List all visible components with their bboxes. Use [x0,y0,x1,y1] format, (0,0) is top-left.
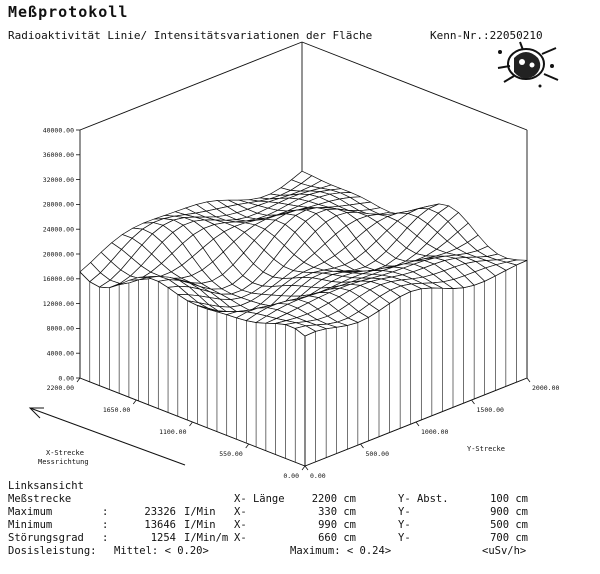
x-tick-label: 1650.00 [102,406,131,414]
x-tick [302,466,305,470]
id-number-label: Kenn-Nr.: [430,29,490,42]
x-tick [190,422,193,426]
y-tick-label: 1000.00 [421,428,449,436]
view-label: Linksansicht [8,480,84,492]
z-axis-ticks [43,126,80,382]
row-messstrecke: Meßstrecke X- Länge 2200 cm Y- Abst. 100 cm [8,493,528,505]
y-tick [361,444,364,448]
row-stoerungsgrad: Störungsgrad : 1254 I/Min/m X- 660 cm Y- 700 cm [8,532,528,544]
x-axis-label-2: Messrichtung [38,458,89,466]
x-tick-label: 2200.00 [46,384,74,392]
z-tick-label: 20000.00 [42,250,74,259]
row-dosisleistung: Dosisleistung: Mittel: < 0.20> Maximum: < 0.24> <uSv/h> [8,545,527,557]
row-minimum: Minimum : 13646 I/Min X- 990 cm Y- 500 cm [8,519,528,531]
x-tick [133,400,136,404]
row-maximum: Maximum : 23326 I/Min X- 330 cm Y- 900 cm [8,506,528,518]
z-tick-label: 32000.00 [42,175,74,184]
y-axis-label: Y-Strecke [467,445,505,453]
z-tick-label: 28000.00 [42,200,74,209]
z-tick-label: 4000.00 [46,349,74,358]
x-tick [77,378,80,382]
z-tick-label: 0.00 [58,374,74,383]
y-tick [472,400,475,404]
z-tick-label: 24000.00 [42,225,74,234]
y-tick [527,378,530,382]
measurement-summary [8,480,592,570]
x-tick-label: 0.00 [283,472,299,480]
z-tick-label: 12000.00 [42,299,74,308]
z-tick-label: 8000.00 [46,324,74,333]
subtitle: Radioaktivität Linie/ Intensitätsvariationen der Fläche [8,29,373,42]
x-tick-label: 550.00 [219,450,243,458]
y-tick-label: 500.00 [365,450,389,458]
page-title: Meßprotokoll [8,3,129,21]
z-tick-label: 40000.00 [42,126,74,135]
box-edge [302,42,527,130]
y-tick-label: 0.00 [310,472,326,480]
id-number-value: 22050210 [489,29,543,42]
z-tick-label: 16000.00 [42,275,74,284]
y-tick [305,466,308,470]
x-tick-label: 1100.00 [159,428,187,436]
y-tick-label: 1500.00 [476,406,504,414]
z-tick-label: 36000.00 [42,151,74,160]
box-edge [80,42,302,130]
y-tick-label: 2000.00 [532,384,560,392]
x-axis-label: X-Strecke [46,449,84,457]
y-tick [416,422,419,426]
x-tick [246,444,249,448]
